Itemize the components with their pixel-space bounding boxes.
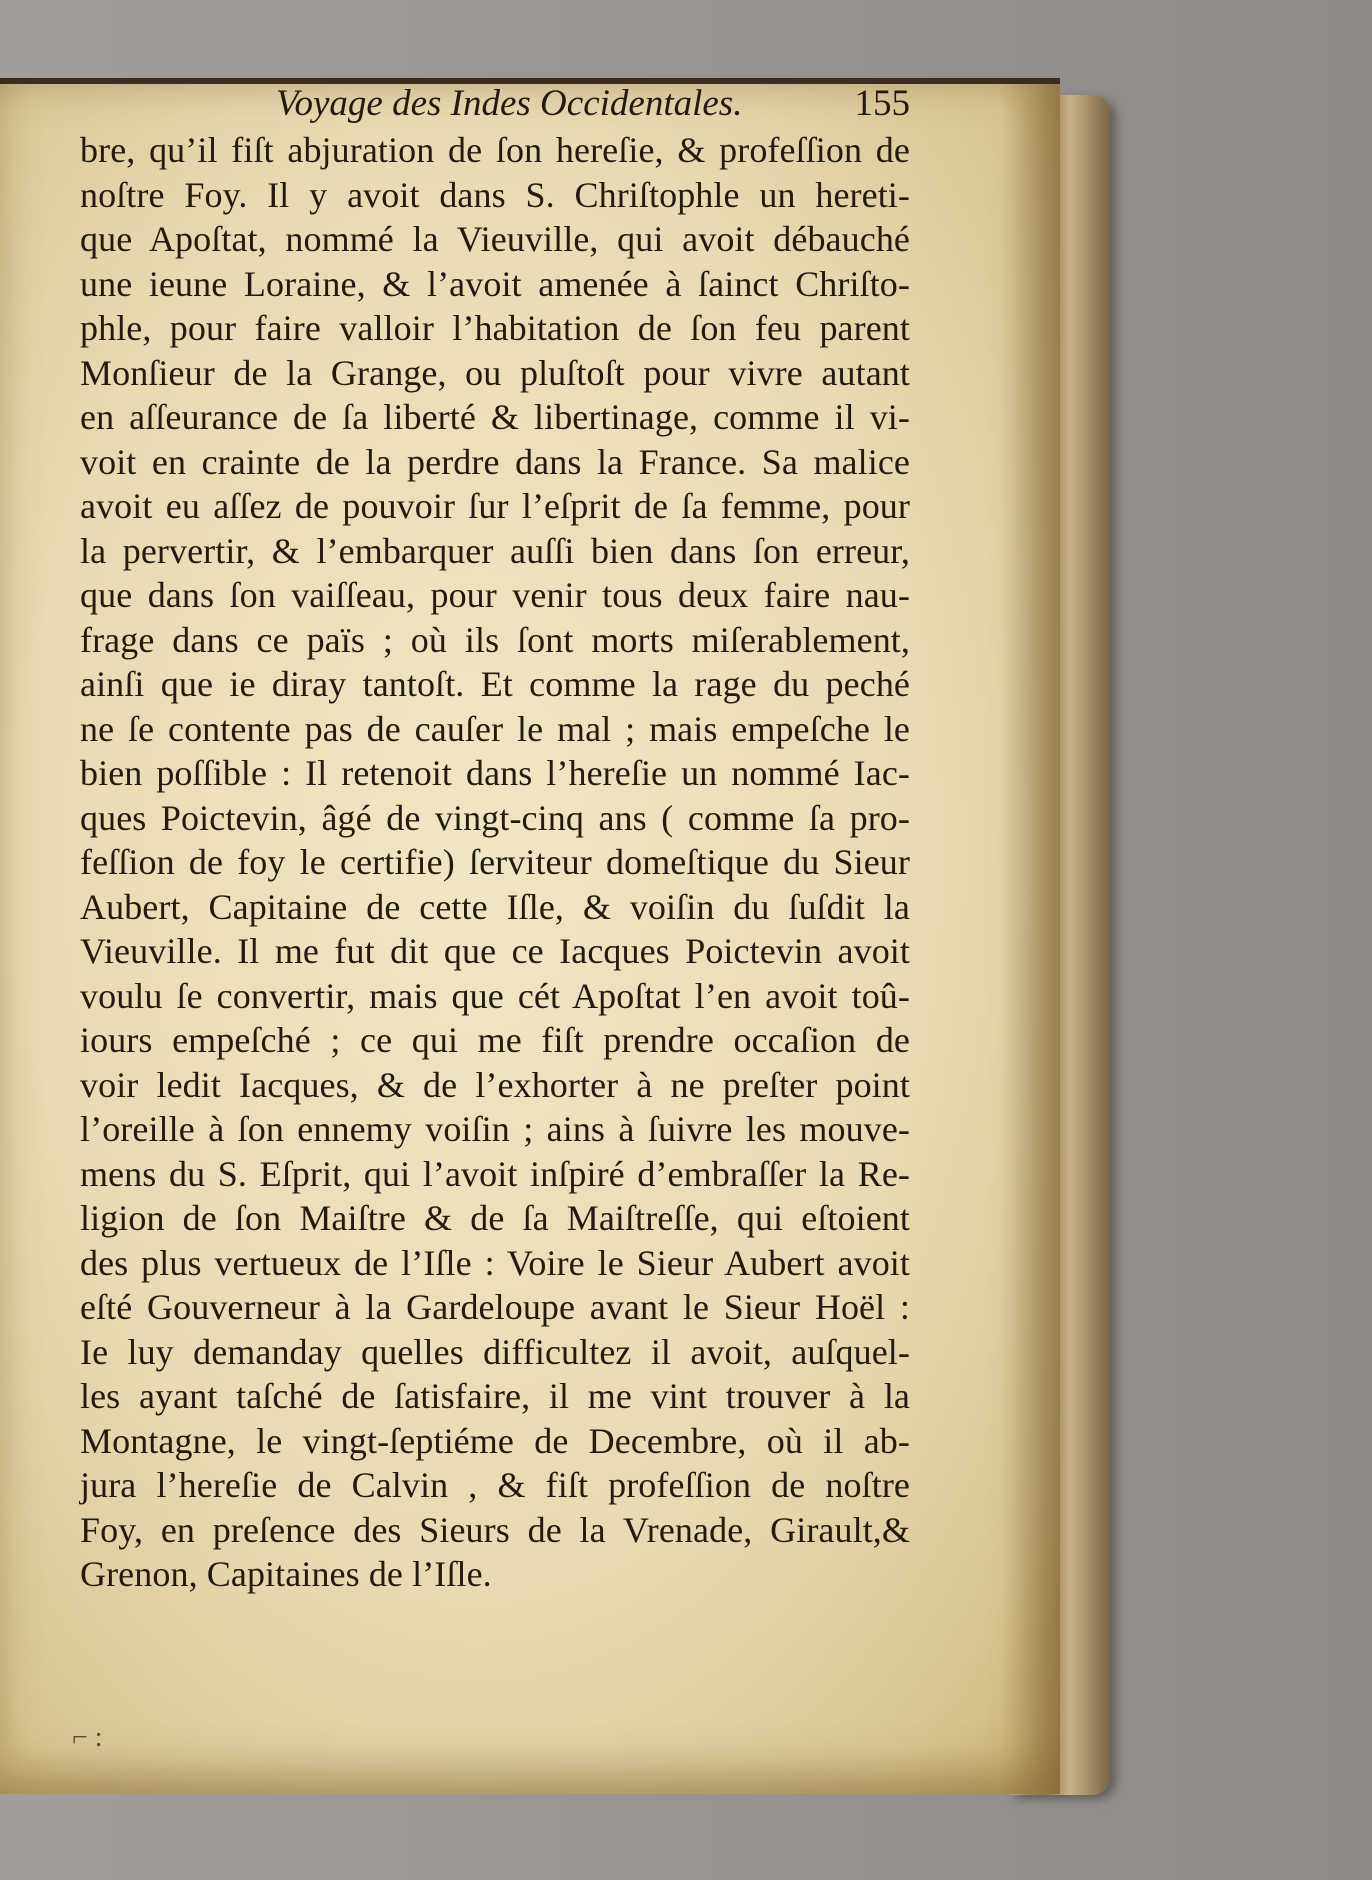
text-line: bre, qu’il fiſt abjuration de ſon hereſie, & profeſſion de [80, 130, 910, 170]
text-line: jura l’hereſie de Calvin , & fiſt profeſſion de noſtre [80, 1465, 910, 1505]
text-line: voulu ſe convertir, mais que cét Apoſtat l’en avoit toû- [80, 975, 910, 1016]
running-title: Voyage des Indes Occidentales. [276, 83, 743, 124]
text-line: ligion de ſon Maiſtre & de ſa Maiſtreſſe, qui eſtoient [80, 1198, 910, 1238]
text-line: que dans ſon vaiſſeau, pour venir tous deux faire nau- [80, 575, 910, 615]
text-line: ainſi que ie diray tantoſt. Et comme la rage du peché [80, 664, 910, 704]
text-line-last: Grenon, Capitaines de l’Iſle. [80, 1554, 492, 1594]
text-line: des plus vertueux de l’Iſle : Voire le Sieur Aubert avoit [80, 1242, 910, 1283]
text-line: ne ſe contente pas de cauſer le mal ; mais empeſche le [80, 708, 910, 749]
text-line: voit en crainte de la perdre dans la France. Sa malice [80, 441, 910, 482]
text-line: Aubert, Capitaine de cette Iſle, & voiſin du ſuſdit la [80, 886, 910, 927]
text-line: eſté Gouverneur à la Gardeloupe avant le Sieur Hoël : [80, 1287, 910, 1327]
body-text [80, 128, 910, 1597]
text-line: feſſion de foy le certifie) ſerviteur domeſtique du Sieur [80, 842, 910, 882]
text-line: mens du S. Eſprit, qui l’avoit inſpiré d’embraſſer la Re- [80, 1153, 910, 1194]
text-line: Vieuville. Il me fut dit que ce Iacques Poictevin avoit [80, 931, 910, 971]
text-line: avoit eu aſſez de pouvoir ſur l’eſprit de ſa femme, pour [80, 486, 910, 526]
text-line: bien poſſible : Il retenoit dans l’hereſie un nommé Iac- [80, 753, 910, 793]
text-line: Ie luy demanday quelles difficultez il avoit, auſquel- [80, 1331, 910, 1372]
text-line: noſtre Foy. Il y avoit dans S. Chriſtophle un hereti- [80, 174, 910, 215]
text-line: en aſſeurance de ſa liberté & libertinage, comme il vi- [80, 397, 910, 437]
text-line: Montagne, le vingt-ſeptiéme de Decembre, où il ab- [80, 1420, 910, 1461]
text-line: l’oreille à ſon ennemy voiſin ; ains à ſuivre les mouve- [80, 1109, 910, 1149]
text-line: Monſieur de la Grange, ou pluſtoſt pour vivre autant [80, 352, 910, 393]
text-line: la pervertir, & l’embarquer auſſi bien dans ſon erreur, [80, 530, 910, 571]
text-line: iours empeſché ; ce qui me fiſt prendre occaſion de [80, 1020, 910, 1060]
text-line: voir ledit Iacques, & de l’exhorter à ne preſter point [80, 1064, 910, 1105]
text-line: ques Poictevin, âgé de vingt-cinq ans ( comme ſa pro- [80, 797, 910, 838]
text-line: Foy, en preſence des Sieurs de la Vrenade, Girault,& [80, 1509, 910, 1550]
text-line: frage dans ce païs ; où ils ſont morts miſerablement, [80, 619, 910, 660]
text-line: une ieune Loraine, & l’avoit amenée à ſainct Chriſto- [80, 263, 910, 304]
text-line: que Apoſtat, nommé la Vieuville, qui avoit débauché [80, 219, 910, 259]
page-number: 155 [854, 83, 910, 124]
margin-marks: ⌐ : [72, 1722, 103, 1753]
text-line: les ayant taſché de ſatisfaire, il me vint trouver à la [80, 1376, 910, 1416]
page-header [250, 82, 910, 128]
text-line: phle, pour faire valloir l’habitation de ſon feu parent [80, 308, 910, 348]
